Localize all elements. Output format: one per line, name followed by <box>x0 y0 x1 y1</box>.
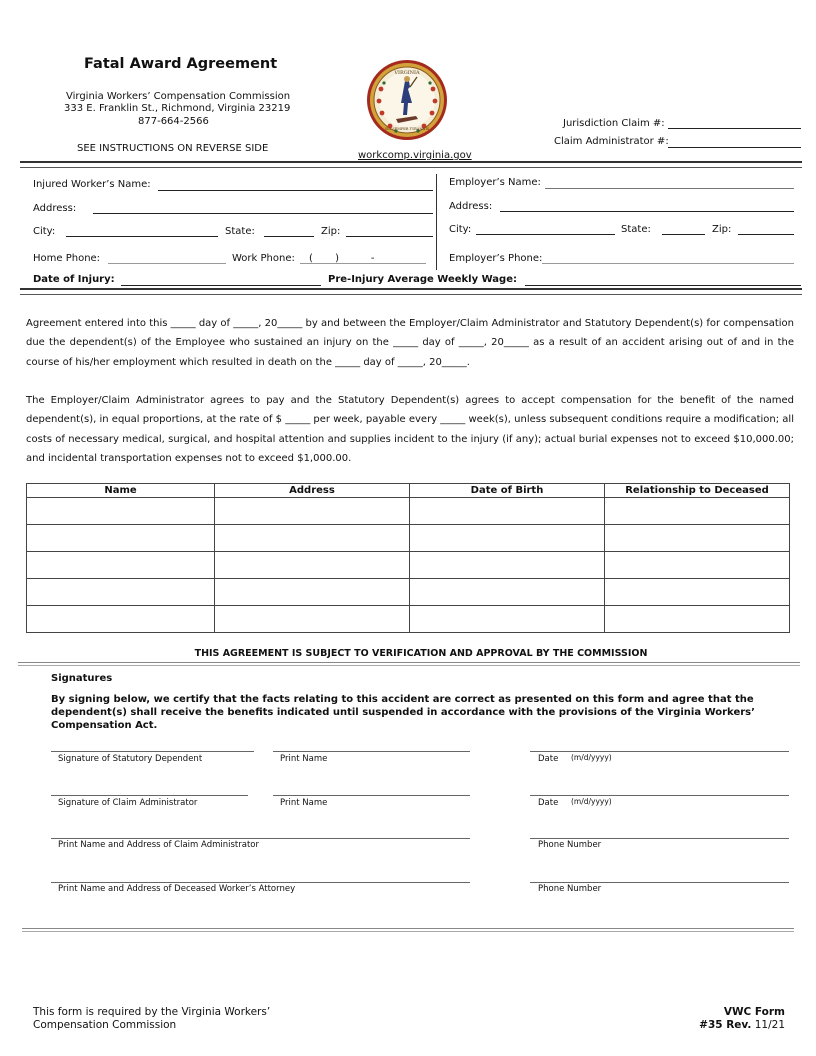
employer-phone-field[interactable] <box>542 263 794 264</box>
instructions-note: SEE INSTRUCTIONS ON REVERSE SIDE <box>77 143 269 154</box>
worker-city-label: City: <box>33 226 56 237</box>
table-cell[interactable] <box>605 552 790 579</box>
table-header-row <box>27 484 790 498</box>
claim-administrator-label: Signature of Claim Administrator <box>58 798 198 808</box>
statutory-dependent-label: Signature of Statutory Dependent <box>58 754 203 764</box>
form-title: Fatal Award Agreement <box>84 56 278 72</box>
footer-note-line2: Compensation Commission <box>33 1019 177 1031</box>
table-cell[interactable] <box>605 525 790 552</box>
table-cell[interactable] <box>215 525 410 552</box>
phone-2-label: Phone Number <box>538 884 602 894</box>
work-phone-field[interactable] <box>300 263 426 264</box>
table-cell[interactable] <box>410 552 605 579</box>
certification-text: By signing below, we certify that the facts relating to this accident are correct as presented on this form and agree that the dependent(s) shall receive the benefits indicated until suspended in accordance with the provisions of the Virginia Workers’ Compensation Act. <box>51 694 755 731</box>
agency-name: Virginia Workers’ Compensation Commission <box>66 91 291 102</box>
table-row <box>27 606 790 633</box>
form-number: #35 Rev. <box>699 1019 752 1031</box>
work-phone-label: Work Phone: <box>232 253 295 264</box>
worker-zip-field[interactable] <box>346 236 433 237</box>
header-divider <box>20 161 802 168</box>
column-header-address: Address <box>215 484 410 498</box>
svg-text:SIC SEMPER TYRANNIS: SIC SEMPER TYRANNIS <box>384 127 430 131</box>
column-header-date-of-birth: Date of Birth <box>410 484 605 498</box>
signatures-bottom-divider <box>22 928 794 932</box>
table-cell[interactable] <box>27 525 215 552</box>
table-cell[interactable] <box>410 525 605 552</box>
virginia-seal-icon <box>366 59 448 141</box>
table-row <box>27 579 790 606</box>
admin-name-address-line[interactable] <box>51 838 470 839</box>
print-name-1-label: Print Name <box>280 754 328 764</box>
employer-address-field[interactable] <box>500 211 794 212</box>
date-1-label: Date <box>538 754 559 764</box>
worker-address-field[interactable] <box>93 213 433 214</box>
table-cell[interactable] <box>410 498 605 525</box>
table-cell[interactable] <box>410 606 605 633</box>
date-format-2: (m/d/yyyy) <box>571 797 612 806</box>
date-of-injury-field[interactable] <box>121 285 321 286</box>
table-cell[interactable] <box>27 498 215 525</box>
worker-state-field[interactable] <box>264 236 314 237</box>
worker-address-label: Address: <box>33 203 77 214</box>
employer-zip-field[interactable] <box>738 234 794 235</box>
claim-admin-label: Claim Administrator #: <box>554 136 669 147</box>
table-cell[interactable] <box>410 579 605 606</box>
svg-text:VIRGINIA: VIRGINIA <box>394 70 420 76</box>
table-cell[interactable] <box>27 579 215 606</box>
date-2-line[interactable] <box>530 795 789 796</box>
weekly-wage-label: Pre-Injury Average Weekly Wage: <box>328 274 517 285</box>
home-phone-field[interactable] <box>108 263 226 264</box>
home-phone-label: Home Phone: <box>33 253 101 264</box>
signatures-heading: Signatures <box>51 673 113 684</box>
table-cell[interactable] <box>27 552 215 579</box>
injury-divider <box>20 288 802 295</box>
table-cell[interactable] <box>27 606 215 633</box>
table-row <box>27 498 790 525</box>
section-vertical-divider <box>436 174 437 270</box>
employer-state-field[interactable] <box>662 234 705 235</box>
table-cell[interactable] <box>605 606 790 633</box>
print-name-2-label: Print Name <box>280 798 328 808</box>
column-header-name: Name <box>27 484 215 498</box>
work-phone-template: ( ) - <box>309 253 375 264</box>
notice-divider <box>18 662 800 666</box>
employer-state-label: State: <box>621 224 651 235</box>
form-name: VWC Form <box>723 1006 785 1018</box>
worker-name-label: Injured Worker’s Name: <box>33 179 151 190</box>
agreement-paragraph-1: Agreement entered into this _____ day of _____, 20_____ by and between the Employer/Claim Administrator and Statutory Dependent(s) for compensation due the dependent(s) of the Employee who sustained an injury on the _____ day of _____, 20_____ as a result of an accident arising out of and in the course of his/her employment which resulted in death on the _____ day of _____, 20_____. <box>26 318 794 368</box>
employer-city-field[interactable] <box>476 234 615 235</box>
date-2-label: Date <box>538 798 559 808</box>
employer-name-field[interactable] <box>545 188 794 189</box>
claim-admin-field[interactable] <box>668 147 801 148</box>
dependents-table <box>26 483 790 633</box>
table-row <box>27 525 790 552</box>
print-name-1-line[interactable] <box>273 751 470 752</box>
table-cell[interactable] <box>215 579 410 606</box>
employer-zip-label: Zip: <box>712 224 732 235</box>
table-cell[interactable] <box>605 579 790 606</box>
verification-notice: THIS AGREEMENT IS SUBJECT TO VERIFICATION AND APPROVAL BY THE COMMISSION <box>194 648 648 659</box>
employer-city-label: City: <box>449 224 472 235</box>
worker-state-label: State: <box>225 226 255 237</box>
jurisdiction-claim-field[interactable] <box>668 128 801 129</box>
date-1-line[interactable] <box>530 751 789 752</box>
phone-1-label: Phone Number <box>538 840 602 850</box>
table-cell[interactable] <box>605 498 790 525</box>
employer-phone-label: Employer’s Phone: <box>449 253 543 264</box>
footer-note-line1: This form is required by the Virginia Workers’ <box>33 1006 271 1018</box>
print-name-2-line[interactable] <box>273 795 470 796</box>
worker-zip-label: Zip: <box>321 226 341 237</box>
phone-2-line[interactable] <box>530 882 789 883</box>
employer-name-label: Employer’s Name: <box>449 177 541 188</box>
form-number-block <box>699 1019 785 1031</box>
column-header-relationship: Relationship to Deceased <box>605 484 790 498</box>
agency-address: 333 E. Franklin St., Richmond, Virginia 23219 <box>64 103 291 114</box>
table-row <box>27 552 790 579</box>
form-revision: 11/21 <box>754 1019 785 1031</box>
worker-city-field[interactable] <box>66 236 218 237</box>
agency-phone: 877-664-2566 <box>138 116 209 127</box>
table-cell[interactable] <box>215 552 410 579</box>
employer-address-label: Address: <box>449 201 493 212</box>
claim-administrator-signature-line[interactable] <box>51 795 248 796</box>
jurisdiction-claim-label: Jurisdiction Claim #: <box>563 118 665 129</box>
statutory-dependent-signature-line[interactable] <box>51 751 254 752</box>
table-cell[interactable] <box>215 498 410 525</box>
phone-1-line[interactable] <box>530 838 789 839</box>
table-cell[interactable] <box>215 606 410 633</box>
weekly-wage-field[interactable] <box>525 285 801 286</box>
date-of-injury-label: Date of Injury: <box>33 274 115 285</box>
date-format-1: (m/d/yyyy) <box>571 753 612 762</box>
agreement-paragraph-2: The Employer/Claim Administrator agrees to pay and the Statutory Dependent(s) agrees to accept compensation for the benefit of the named dependent(s), in equal proportions, at the rate of $ _____ per week, payable every _____ week(s), unless subsequent conditions require a modification; all costs of necessary medical, surgical, and hospital attention and supplies incident to the injury (if any); actual burial expenses not to exceed $10,000.00; and incidental transportation expenses not to exceed $1,000.00. <box>26 395 794 464</box>
website-link[interactable]: workcomp.virginia.gov <box>358 150 472 161</box>
worker-name-field[interactable] <box>158 190 433 191</box>
admin-name-address-label: Print Name and Address of Claim Administrator <box>58 840 259 850</box>
attorney-name-address-line[interactable] <box>51 882 470 883</box>
attorney-name-address-label: Print Name and Address of Deceased Worker’s Attorney <box>58 884 296 894</box>
